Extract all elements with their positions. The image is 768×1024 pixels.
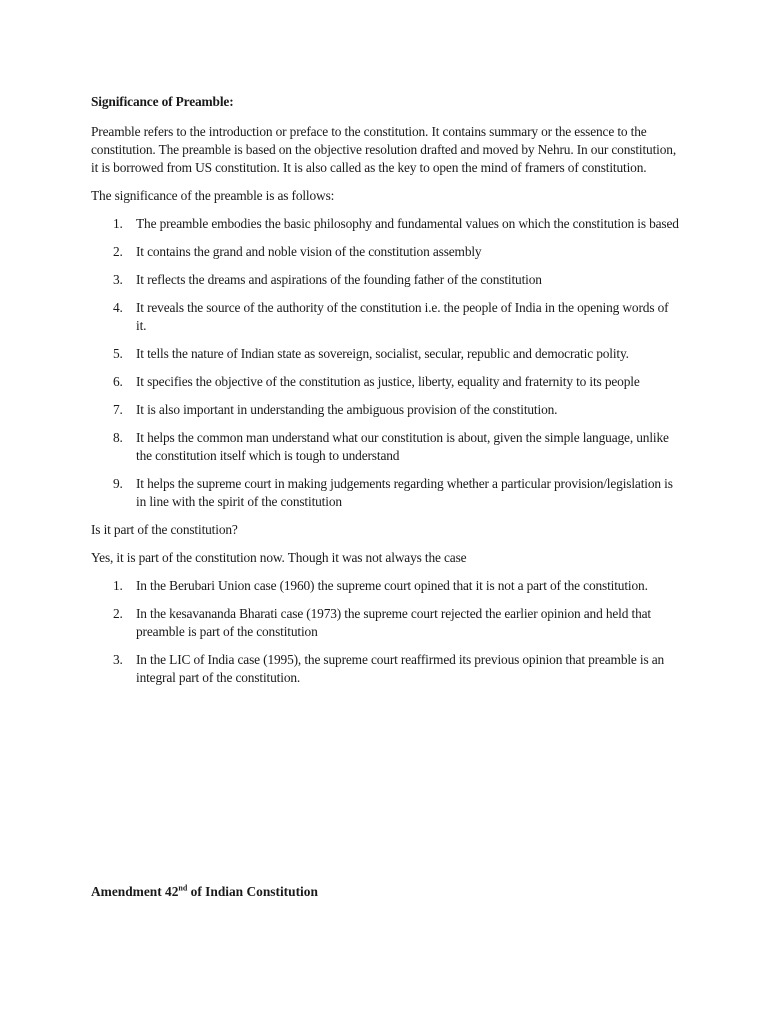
list-item bbox=[91, 299, 681, 335]
list-item-number: 5. bbox=[113, 346, 123, 361]
list-item-text: It tells the nature of Indian state as sovereign, socialist, secular, republic and democratic polity. bbox=[136, 346, 629, 361]
list-item-number: 3. bbox=[113, 652, 123, 667]
list-item bbox=[91, 651, 681, 687]
list-item bbox=[91, 577, 681, 595]
list-item-text: In the kesavananda Bharati case (1973) the supreme court rejected the earlier opinion and held that preamble is part of the constitution bbox=[136, 606, 651, 639]
list-item bbox=[91, 401, 681, 419]
amendment-heading-rest: of Indian Constitution bbox=[187, 884, 318, 899]
list-item-number: 2. bbox=[113, 244, 123, 259]
list-item-number: 1. bbox=[113, 216, 123, 231]
list-item bbox=[91, 271, 681, 289]
amendment-heading-main: Amendment 42 bbox=[91, 884, 179, 899]
list-item-text: It helps the supreme court in making judgements regarding whether a particular provision/legislation is in line with the spirit of the constitution bbox=[136, 476, 673, 509]
list-item bbox=[91, 345, 681, 363]
list-lead-paragraph: The significance of the preamble is as follows: bbox=[91, 188, 335, 203]
intro-paragraph: Preamble refers to the introduction or preface to the constitution. It contains summary or the essence to the constitution. The preamble is based on the objective resolution drafted and moved by Nehru. In our constitution, it is borrowed from US constitution. It is also called as the key to open the mind of framers of constitution. bbox=[91, 124, 677, 175]
list-item-number: 6. bbox=[113, 374, 123, 389]
question-paragraph: Is it part of the constitution? bbox=[91, 522, 238, 537]
section-heading: Significance of Preamble: bbox=[91, 94, 234, 109]
list-item-number: 2. bbox=[113, 606, 123, 621]
list-item-text: It helps the common man understand what our constitution is about, given the simple language, unlike the constitution itself which is tough to understand bbox=[136, 430, 669, 463]
list-item-text: It contains the grand and noble vision of the constitution assembly bbox=[136, 244, 482, 259]
amendment-heading-ordinal: nd bbox=[178, 883, 188, 893]
list-item-text: It reveals the source of the authority of the constitution i.e. the people of India in the opening words of it. bbox=[136, 300, 669, 333]
list-item-text: It reflects the dreams and aspirations of the founding father of the constitution bbox=[136, 272, 542, 287]
list-item-text: It is also important in understanding the ambiguous provision of the constitution. bbox=[136, 402, 558, 417]
significance-list bbox=[91, 215, 681, 511]
list-item-number: 1. bbox=[113, 578, 123, 593]
list-item-number: 9. bbox=[113, 476, 123, 491]
list-item-number: 4. bbox=[113, 300, 123, 315]
list-item bbox=[91, 373, 681, 391]
amendment-heading bbox=[91, 883, 318, 901]
list-item-text: It specifies the objective of the constitution as justice, liberty, equality and fraternity to its people bbox=[136, 374, 640, 389]
list-item bbox=[91, 605, 681, 641]
document-body bbox=[91, 93, 681, 697]
list-item-number: 7. bbox=[113, 402, 123, 417]
list-item bbox=[91, 475, 681, 511]
list-item-number: 3. bbox=[113, 272, 123, 287]
answer-paragraph: Yes, it is part of the constitution now. Though it was not always the case bbox=[91, 550, 467, 565]
cases-list bbox=[91, 577, 681, 687]
list-item-text: The preamble embodies the basic philosophy and fundamental values on which the constitution is based bbox=[136, 216, 679, 231]
list-item bbox=[91, 429, 681, 465]
list-item-number: 8. bbox=[113, 430, 123, 445]
list-item bbox=[91, 243, 681, 261]
list-item-text: In the Berubari Union case (1960) the supreme court opined that it is not a part of the constitution. bbox=[136, 578, 648, 593]
list-item bbox=[91, 215, 681, 233]
list-item-text: In the LIC of India case (1995), the supreme court reaffirmed its previous opinion that preamble is an integral part of the constitution. bbox=[136, 652, 665, 685]
